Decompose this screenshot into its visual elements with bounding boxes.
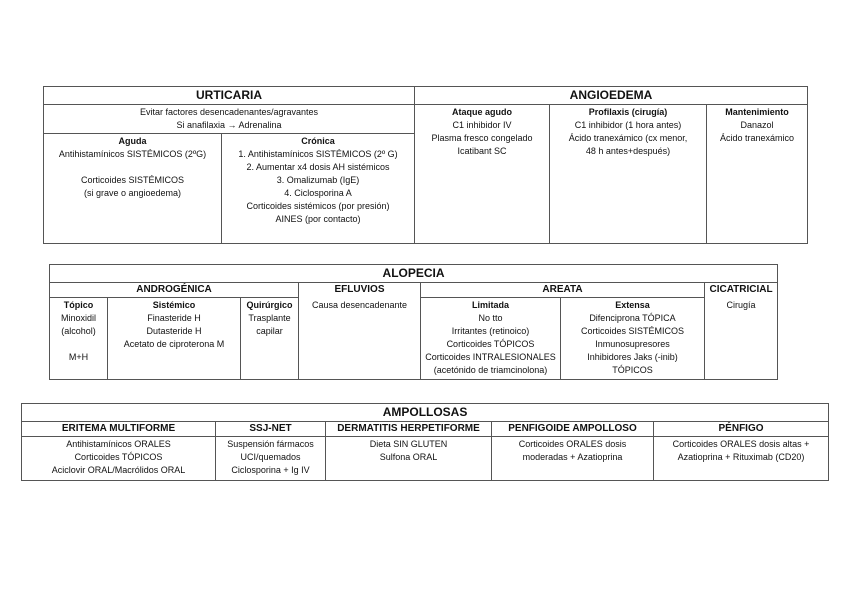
list-item: Corticoides SISTÉMICOS [80,175,185,185]
alopecia-limitada-heading: Limitada [471,300,509,310]
list-item: Dutasteride H [146,326,202,336]
list-item: Trasplante [248,313,291,323]
list-item: 48 h antes+después) [585,146,671,156]
list-item: Inmunosupresores [595,339,670,349]
list-item: Corticoides ORALES dosis [518,439,627,449]
alopecia-androgenica-heading: ANDROGÉNICA [50,283,299,298]
urticaria-intro-line: Evitar factores desencadenantes/agravantes [139,107,319,117]
spacer [46,161,219,174]
list-item: Irritantes (retinoico) [451,326,530,336]
alopecia-title: ALOPECIA [50,265,778,283]
urticaria-cronica-cell [222,134,415,244]
ampollosas-ssj-cell [216,437,326,481]
angioedema-ataque-heading: Ataque agudo [452,107,512,117]
list-item: Aciclovir ORAL/Macrólidos ORAL [51,465,186,475]
urticaria-aguda-cell [44,134,222,244]
list-item: Dieta SIN GLUTEN [369,439,448,449]
angioedema-profilaxis-heading: Profilaxis (cirugía) [588,107,668,117]
list-item: 1. Antihistamínicos SISTÉMICOS (2º G) [238,149,398,159]
alopecia-limitada-cell [421,298,561,380]
list-item: Antihistamínicos ORALES [66,439,171,449]
list-item: (si grave o angioedema) [83,188,182,198]
alopecia-efluvios-cell [299,298,421,380]
list-item: Causa desencadenante [311,299,408,310]
ampollosas-table [21,403,829,481]
alopecia-table [49,264,778,380]
list-item: Sulfona ORAL [379,452,438,462]
ampollosas-penfigoide-heading: PENFIGOIDE AMPOLLOSO [492,422,654,437]
list-item: Suspensión fármacos [227,439,314,449]
urticaria-aguda-heading: Aguda [118,136,147,146]
alopecia-quirurgico-cell [241,298,299,380]
angioedema-mantenimiento-cell [707,105,808,244]
ampollosas-dermatitis-cell [326,437,492,481]
list-item: Antihistamínicos SISTÉMICOS (2ºG) [58,149,207,159]
list-item: M+H [68,352,89,362]
alopecia-cicatricial-heading: CICATRICIAL [705,283,778,298]
list-item: C1 inhibidor IV [452,120,512,130]
ampollosas-dermatitis-heading: DERMATITIS HERPETIFORME [326,422,492,437]
urticaria-intro-line: Si anafilaxia → Adrenalina [176,120,282,130]
angioedema-title: ANGIOEDEMA [415,87,808,105]
list-item: Corticoides SISTÉMICOS [580,326,685,336]
ampollosas-penfigo-cell [654,437,829,481]
spacer [52,338,105,351]
list-item: Minoxidil [60,313,96,323]
alopecia-extensa-heading: Extensa [615,300,650,310]
list-item: Corticoides TÓPICOS [446,339,535,349]
list-item: C1 inhibidor (1 hora antes) [574,120,682,130]
alopecia-efluvios-heading: EFLUVIOS [299,283,421,298]
list-item: Plasma fresco congelado [431,133,533,143]
list-item: Finasteride H [147,313,201,323]
list-item: UCI/quemados [240,452,301,462]
urticaria-intro [44,105,415,134]
alopecia-extensa-cell [561,298,705,380]
alopecia-cicatricial-cell [705,298,778,380]
list-item: Azatioprina + Rituximab (CD20) [677,452,805,462]
list-item: Corticoides sistémicos (por presión) [246,201,390,211]
list-item: Icatibant SC [457,146,507,156]
list-item: Corticoides TÓPICOS [74,452,163,462]
list-item: AINES (por contacto) [275,214,361,224]
alopecia-topico-heading: Tópico [63,300,94,310]
list-item: 3. Omalizumab (IgE) [276,175,360,185]
alopecia-sistemico-cell [108,298,241,380]
list-item: capilar [256,326,283,336]
list-item: 4. Ciclosporina A [284,188,352,198]
angioedema-profilaxis-cell [550,105,707,244]
ampollosas-eritema-heading: ERITEMA MULTIFORME [22,422,216,437]
ampollosas-ssj-heading: SSJ-NET [216,422,326,437]
list-item: (alcohol) [61,326,96,336]
urticaria-title: URTICARIA [44,87,415,105]
list-item: moderadas + Azatioprina [522,452,623,462]
list-item: Corticoides ORALES dosis altas + [672,439,810,449]
angioedema-mantenimiento-heading: Mantenimiento [725,107,789,117]
alopecia-sistemico-heading: Sistémico [152,300,196,310]
ampollosas-title: AMPOLLOSAS [22,404,829,422]
list-item: Danazol [740,120,774,130]
list-item: Inhibidores Jaks (-inib) [587,352,678,362]
alopecia-quirurgico-heading: Quirúrgico [246,300,293,310]
list-item: Cirugía [726,299,756,310]
ampollosas-penfigo-heading: PÉNFIGO [654,422,829,437]
list-item: Ciclosporina + Ig IV [231,465,310,475]
list-item: TÓPICOS [612,365,653,375]
list-item: Difenciprona TÓPICA [589,313,676,323]
ampollosas-eritema-cell [22,437,216,481]
list-item: Acetato de ciproterona M [123,339,225,349]
list-item: Ácido tranexámico (cx menor, [568,133,688,143]
list-item: No tto [478,313,503,323]
list-item: (acetónido de triamcinolona) [433,365,548,375]
ampollosas-penfigoide-cell [492,437,654,481]
list-item: Corticoides INTRALESIONALES [425,352,556,362]
alopecia-topico-cell [50,298,108,380]
angioedema-ataque-cell [415,105,550,244]
list-item: 2. Aumentar x4 dosis AH sistémicos [246,162,390,172]
urticaria-angioedema-table [43,86,808,244]
list-item: Ácido tranexámico [719,133,795,143]
urticaria-cronica-heading: Crónica [301,136,335,146]
alopecia-areata-heading: AREATA [421,283,705,298]
